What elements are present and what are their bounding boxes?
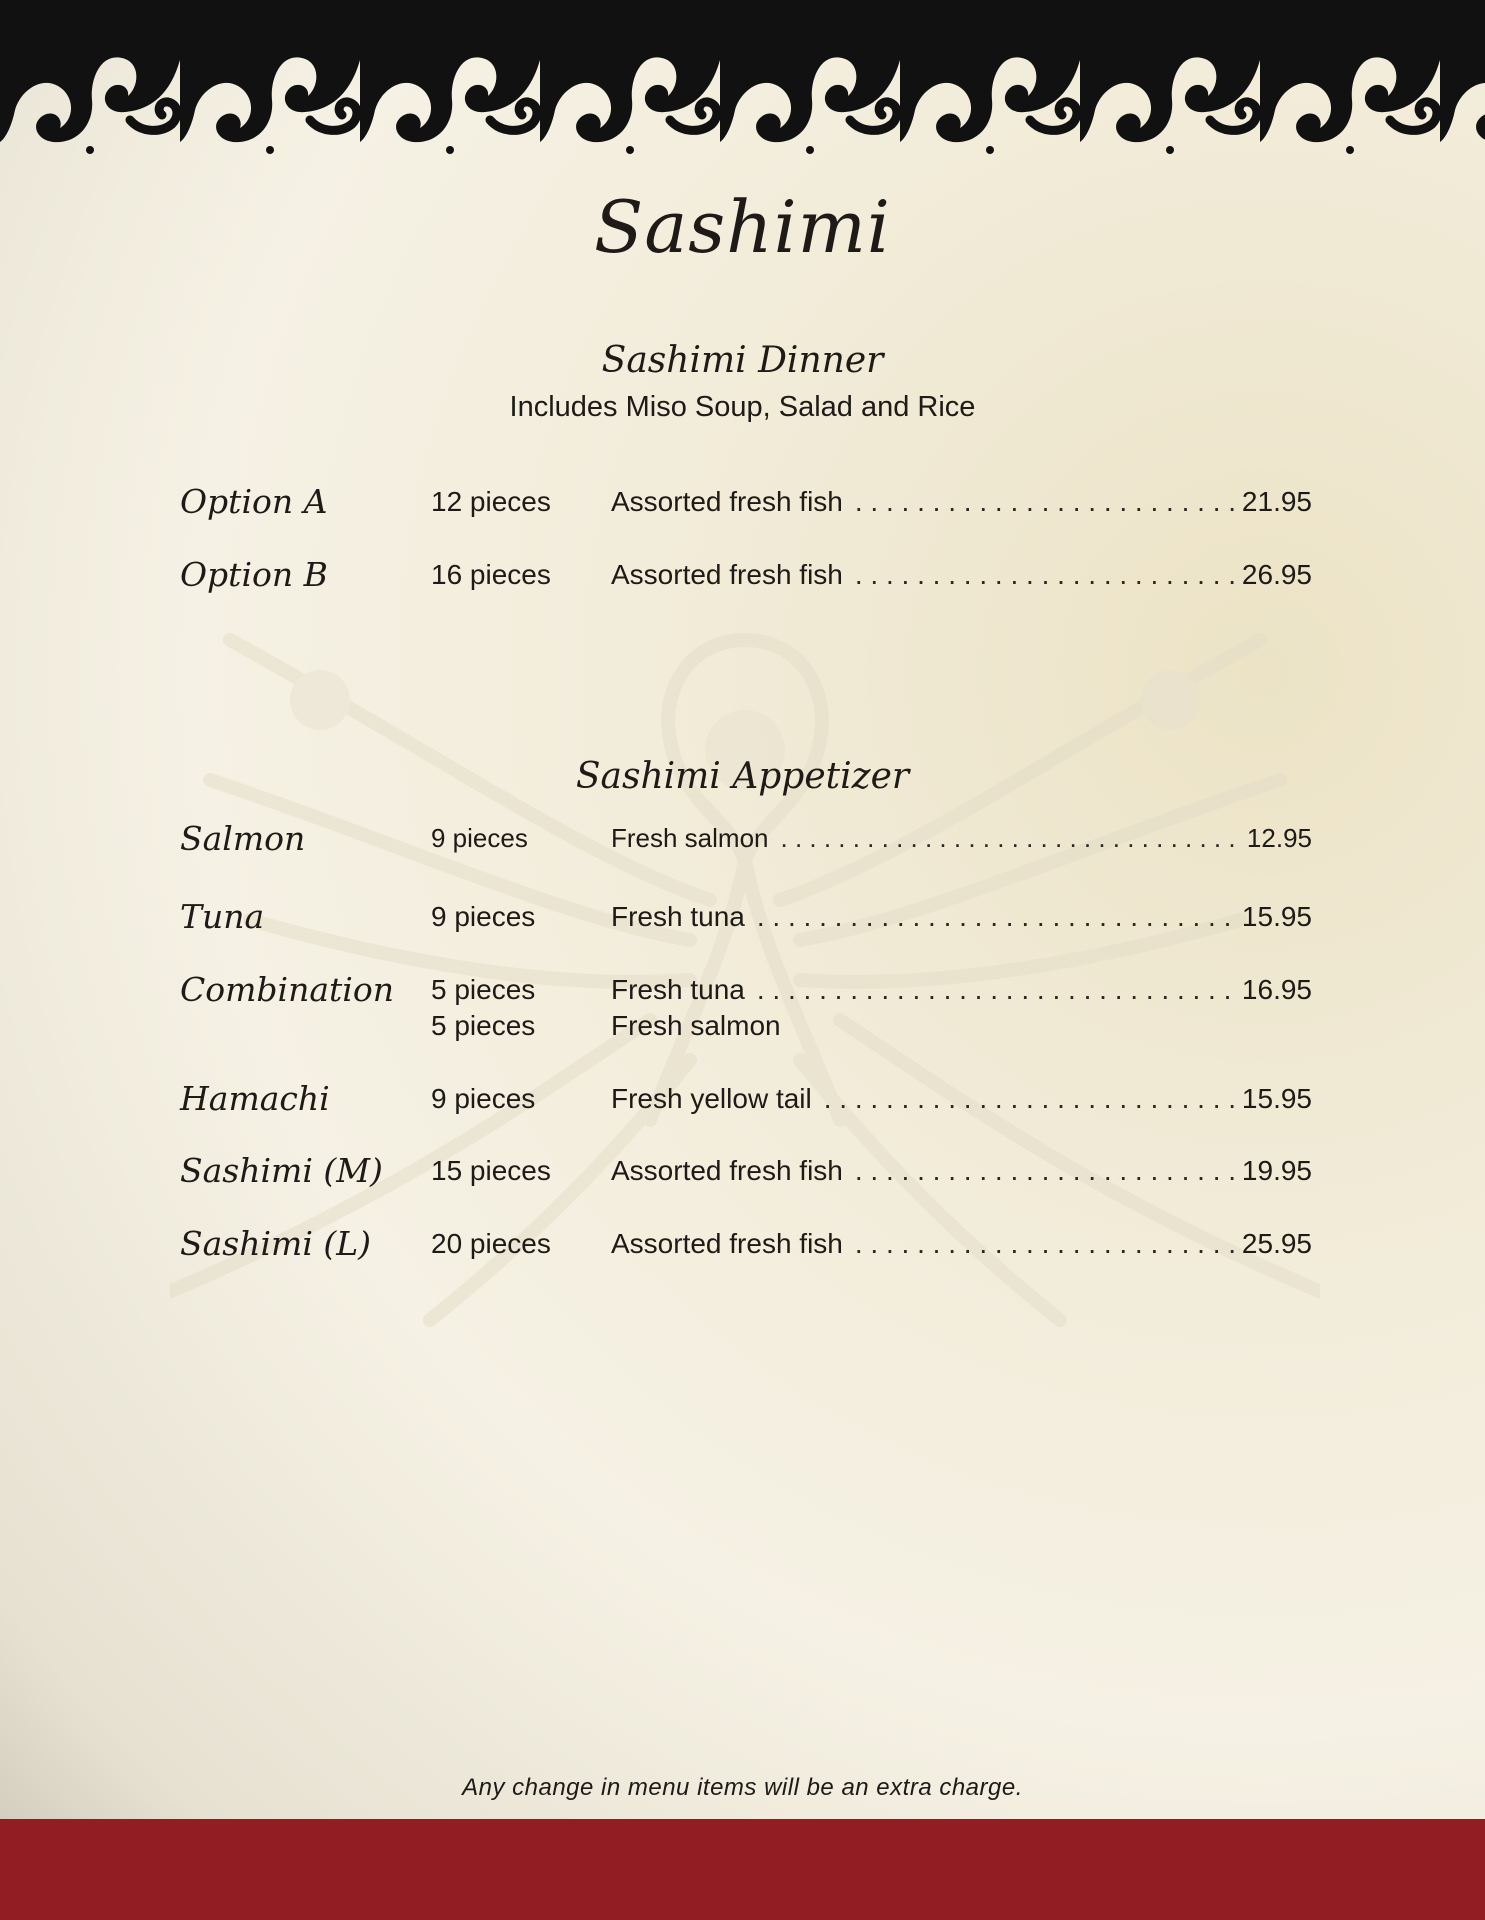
item-description: Fresh tuna: [611, 901, 745, 932]
item-pieces: 9 pieces: [431, 1083, 536, 1114]
item-name: Sashimi (M): [180, 1151, 383, 1190]
item-price: 19.95: [1241, 1155, 1312, 1186]
footer-band: [0, 1819, 1485, 1920]
menu-item-row: [0, 1151, 1485, 1195]
item-description: Fresh tuna: [611, 974, 745, 1005]
item-description-line: [611, 486, 1312, 518]
menu-item-row: [0, 970, 1485, 1014]
menu-item-row: [0, 482, 1485, 526]
ornamental-border: [0, 0, 1485, 160]
footnote: Any change in menu items will be an extra charge.: [462, 1774, 1023, 1801]
item-pieces: 12 pieces: [431, 486, 551, 517]
item-description: Fresh salmon: [611, 1010, 781, 1041]
item-description: Assorted fresh fish: [611, 486, 843, 517]
item-pieces: 9 pieces: [431, 901, 536, 932]
dot-leader: [855, 559, 1238, 591]
item-name: Sashimi (L): [180, 1224, 372, 1263]
item-price: 25.95: [1241, 1228, 1312, 1259]
item-price: 15.95: [1241, 1083, 1312, 1114]
menu-item-row: [0, 819, 1485, 863]
item-name: Option A: [180, 482, 328, 521]
item-pieces: 15 pieces: [431, 1155, 551, 1186]
item-description-line: [611, 1155, 1312, 1187]
item-pieces: 9 pieces: [431, 823, 528, 853]
menu-item-row: [0, 1224, 1485, 1268]
page-title: Sashimi: [594, 185, 891, 269]
item-name: Tuna: [180, 897, 265, 936]
section-subheading-dinner: Includes Miso Soup, Salad and Rice: [509, 391, 976, 423]
dot-leader: [855, 1228, 1238, 1260]
item-price: 26.95: [1241, 559, 1312, 590]
dot-leader: [757, 901, 1238, 933]
item-name: Option B: [180, 555, 328, 594]
item-description-line: [611, 1083, 1312, 1115]
item-description-line: [611, 1010, 1312, 1042]
dot-leader: [824, 1083, 1238, 1115]
dot-leader: [781, 823, 1243, 854]
item-price: 16.95: [1241, 974, 1312, 1005]
item-pieces: 5 pieces: [431, 1010, 536, 1041]
item-name: Combination: [180, 970, 394, 1009]
item-price: 12.95: [1246, 823, 1312, 853]
item-price: 21.95: [1241, 486, 1312, 517]
menu-item-row: [0, 555, 1485, 599]
item-pieces: 5 pieces: [431, 974, 536, 1005]
section-heading-dinner: Sashimi Dinner: [601, 340, 884, 381]
item-description-line: [611, 901, 1312, 933]
dot-leader: [855, 1155, 1238, 1187]
dot-leader: [855, 486, 1238, 518]
section-heading-appetizer: Sashimi Appetizer: [575, 756, 910, 797]
item-description-line: [611, 1228, 1312, 1260]
item-description: Assorted fresh fish: [611, 1155, 843, 1186]
item-pieces: 16 pieces: [431, 559, 551, 590]
item-description: Assorted fresh fish: [611, 1228, 843, 1259]
item-description: Fresh yellow tail: [611, 1083, 812, 1114]
item-description-line: [611, 559, 1312, 591]
item-description-line: [611, 974, 1312, 1006]
menu-item-row: [0, 897, 1485, 941]
menu-item-subrow: [0, 1010, 1485, 1050]
item-name: Salmon: [180, 819, 306, 858]
menu-item-row: [0, 1079, 1485, 1123]
item-description-line: [611, 823, 1312, 854]
dot-leader: [757, 974, 1238, 1006]
item-description: Assorted fresh fish: [611, 559, 843, 590]
item-price: 15.95: [1241, 901, 1312, 932]
item-description: Fresh salmon: [611, 823, 769, 853]
item-name: Hamachi: [180, 1079, 330, 1118]
item-pieces: 20 pieces: [431, 1228, 551, 1259]
